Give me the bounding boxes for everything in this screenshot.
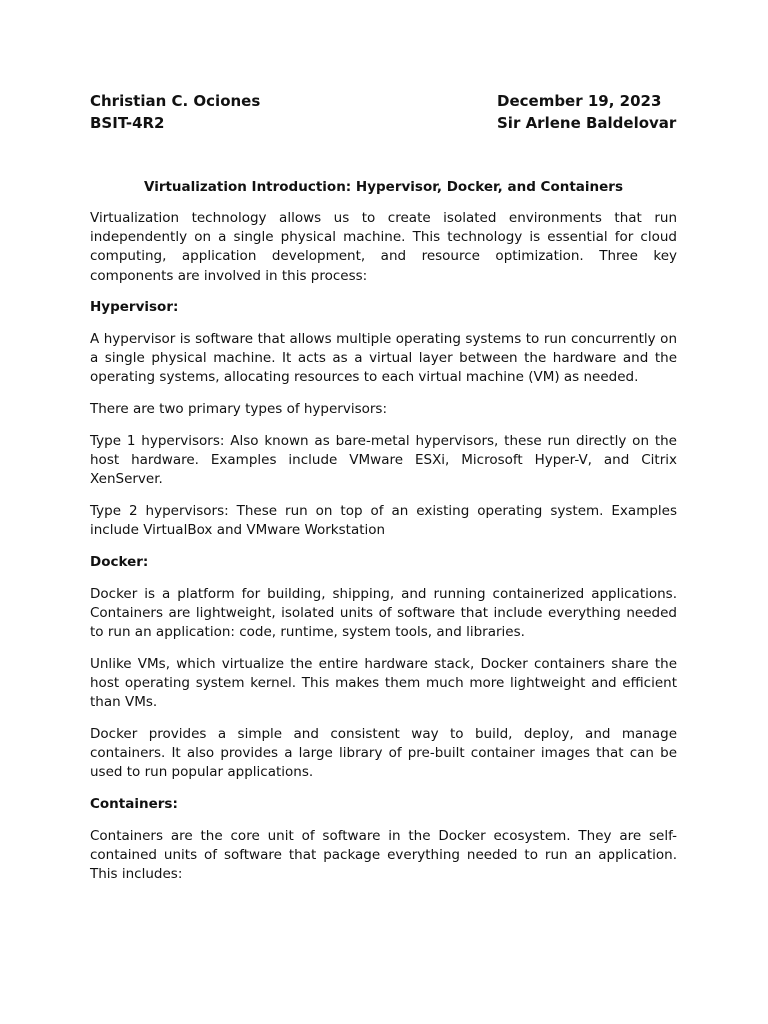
docker-paragraph-1: Docker is a platform for building, shipping, and running containerized applications. Containers are lightweight, isolated units of software that include everything needed to run an application: code, runtime, system tools, and libraries. [90, 585, 677, 640]
document-title: Virtualization Introduction: Hypervisor, Docker, and Containers [143, 179, 624, 195]
author-name: Christian C. Ociones [90, 92, 261, 110]
hypervisor-paragraph-3: Type 1 hypervisors: Also known as bare-metal hypervisors, these run directly on the host hardware. Examples include VMware ESXi, Microsoft Hyper-V, and Citrix XenServer. [90, 432, 677, 488]
class-section: BSIT-4R2 [90, 114, 165, 132]
document-body [90, 209, 677, 897]
containers-heading: Containers: [90, 795, 178, 812]
docker-paragraph-2: Unlike VMs, which virtualize the entire hardware stack, Docker containers share the host operating system kernel. This makes them much more lightweight and efficient than VMs. [90, 655, 677, 711]
docker-paragraph-3: Docker provides a simple and consistent way to build, deploy, and manage containers. It also provides a large library of pre-built container images that can be used to run popular applications. [90, 725, 677, 781]
docker-heading: Docker: [90, 553, 149, 570]
containers-paragraph-1: Containers are the core unit of software in the Docker ecosystem. They are self-contained units of software that package everything needed to run an application. This includes: [90, 827, 677, 882]
document-page [90, 0, 677, 1024]
header-right [497, 90, 676, 134]
intro-paragraph: Virtualization technology allows us to create isolated environments that run independently on a single physical machine. This technology is essential for cloud computing, application development, and resource optimization. Three key components are involved in this process: [90, 210, 677, 284]
hypervisor-heading: Hypervisor: [90, 299, 179, 316]
instructor-name: Sir Arlene Baldelovar [497, 114, 677, 132]
hypervisor-paragraph-4: Type 2 hypervisors: These run on top of an existing operating system. Examples include VirtualBox and VMware Workstation [90, 502, 677, 539]
hypervisor-paragraph-1: A hypervisor is software that allows multiple operating systems to run concurrently on a single physical machine. It acts as a virtual layer between the hardware and the operating systems, allocating resources to each virtual machine (VM) as needed. [90, 331, 677, 386]
hypervisor-paragraph-2: There are two primary types of hypervisors: [90, 401, 388, 418]
document-date: December 19, 2023 [497, 92, 662, 110]
header-left [90, 90, 260, 134]
